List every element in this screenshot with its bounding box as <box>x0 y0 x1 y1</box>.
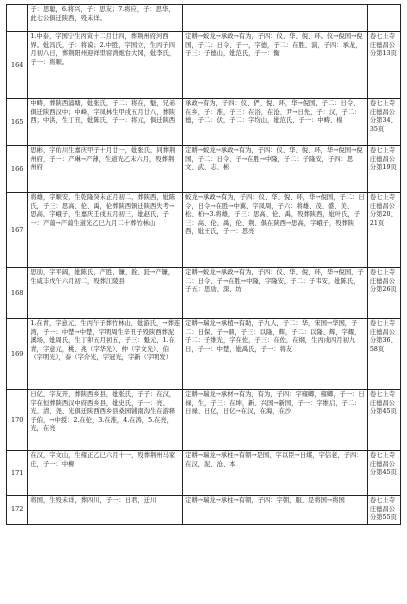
source-reference: 卷七上寺庄德昌公分第55页 <box>367 496 400 525</box>
table-row <box>7 451 401 496</box>
lineage-record: 定耕→蛟龙→承政→有为，子四：仪、华、倪、环，华→倪国→倪国，子二：日令、子→在胜→中隆，子二：子隆安，子四：思文、武、志、彬 <box>183 146 368 193</box>
source-reference <box>367 5 400 32</box>
row-number: 167 <box>7 193 28 268</box>
table-row <box>7 496 401 525</box>
row-number <box>7 5 28 32</box>
source-reference: 卷七上寺庄德昌公分第26页 <box>367 268 400 319</box>
table-row <box>7 146 401 193</box>
migration-description: 1.在青，字意元，生丙午子葬竹林山，妣游氏，→葬连湾，子一：中楚→中楚，字明周生辛丑子殁陕西葬泥溪场，妣周氏，生丁卯五月初五，子三：魁元，1.在青，字意元，桃、兆（字华光）、仲（字文光）、伯（字明光），泰（字介光，字冠光，字新（字明发） <box>28 319 183 390</box>
lineage-record: 定耕→蛟龙→承政→有为，子四：仪、华、倪、环，华→倪国，子二：日令、子→在胜→中隆，字隆安，子二：子韦安，妣陈氏，子五：思劢、深、坊 <box>183 268 368 319</box>
lineage-record: 定耕→瑞龙→承材→有为，有为，子四：字雍卿，雍卿，子一：日禄，生，子三：在坤，新、兴国→新国，子一：字维启，子二：日禄、日亿，日亿→在汉，在海，在沙 <box>183 390 368 451</box>
row-number: 166 <box>7 146 28 193</box>
row-number: 171 <box>7 451 28 496</box>
table-row <box>7 390 401 451</box>
migration-description: 1.中泰，字国宁生丙寅十二月廿四，葬荆州府河西界。妣冯氏，子：将谟；2.中胜，字国立，生丙子四月初八日，葬荆阳州迎祥里窑湾炮台大冈，妣李氏，子一：将顺。 <box>28 32 183 99</box>
lineage-record: 定耕→瑞龙→承柱→有朝，子四：字朝，服、是将国→将国 <box>183 496 368 525</box>
table-row <box>7 32 401 99</box>
table-row <box>7 5 401 32</box>
row-number: 165 <box>7 99 28 146</box>
lineage-record: 定耕→瑞龙→承柱→有朝→是国，字以臣→日煤，字信老，子四：在汉，泥、沧、本 <box>183 451 368 496</box>
source-reference: 卷七上寺庄德昌公分第45页 <box>367 390 400 451</box>
migration-description: 思彬，字佑川生嘉庆甲子十月廿一，妣张氏，同葬荆州府，子一：产琳→产薄，生道光乙未六月，殁葬荆州府 <box>28 146 183 193</box>
row-number: 169 <box>7 319 28 390</box>
migration-description: 中畴，葬陕西浦塘，妣张氏，子二：将在，魁，兄弟俱迁陕西汉中；中峰，字凤林生甲戌五月廿八，葬陕西；中洪，生丁丑，妣陈氏，子一：将元，俱迁陕西 <box>28 99 183 146</box>
migration-description: 子：思聪，6.将兴，子：思友；7.将应，子：思华，此七公俱迁陕西，殁未详。 <box>28 5 183 32</box>
table-row <box>7 268 401 319</box>
table-row <box>7 319 401 390</box>
source-reference: 卷七上寺庄德昌公分第13页 <box>367 32 400 99</box>
genealogy-table <box>6 4 401 525</box>
source-reference: 卷七上寺庄德昌公分第34、35页 <box>367 99 400 146</box>
lineage-record: 定耕→瑞龙→承植→有助，子九人，子二：华，宋国→华国，子二：日保、子→鼎，子三：以隆、辉，子二：以隆、辉，字耀，子二：子维光，字在佐，子三：在佐，在纲，生丙戌四月初九日，子一：中楚，妣禹氏，子一：将友 <box>183 319 368 390</box>
row-number: 164 <box>7 32 28 99</box>
source-reference: 卷七上寺庄德昌公分第36、58页 <box>367 319 400 390</box>
table-row <box>7 193 401 268</box>
migration-description: 将雄，字顺安，生乾隆癸未正月初二，葬陕西，妣陈氏，子三：思高、伦、禹，伦葬陕西镇迁陕西失考→思高，字峨子，生嘉庆壬戌五月初三，妣赵氏，子一：产蔼→产蔼生道光乙巳九月二十葬竹林山 <box>28 193 183 268</box>
lineage-record: 承政→有为，子四：仪、俨、倪、环，华→倪国，子二：日令、在乡，子：淮，子三：在浴，在沧、尹→日先，子：汉，子二：德，子二：伏，子二：字均山，妣范氏，子一：中畴、棉 <box>183 99 368 146</box>
row-number: 172 <box>7 496 28 525</box>
lineage-record <box>183 5 368 32</box>
source-reference: 卷七上寺庄德昌公分第19页 <box>367 146 400 193</box>
source-reference: 卷七上寺庄德昌公分第20、21页 <box>367 193 400 268</box>
migration-description: 思劢，字平阔，妣陈氏，产胜、镰、銓、鈓→产镰，生咸丰戊午六月初二，殁葬江陵县 <box>28 268 183 319</box>
table-row <box>7 99 401 146</box>
migration-description: 将国，生殁未详，葬四川，子一：日君，迁川 <box>28 496 183 525</box>
lineage-record: 蛟龙→承政→有为，子四：仪、华、倪、环，华→倪国，子二：日令，日令→在胜→中翼，字凤周，子六：将雄、茂、盛、美、松、柏→3.将雄，子三：思高、伦、禹，殁葬陕西，妣叶氏，子三：高、伦、禹，伦、荆、俱在陕西→思高，字峨子，殁葬陕西，妣王氏，子一：思亮 <box>183 193 368 268</box>
migration-description: 日亿，字友开，葬陕西乡县，妣张氏，子子：在汉，字在恒葬陕西汉中府西乡县，妣史氏，子一：亮、光、清、尧、光俱迁陕西西乡县桑园铺南沟生在游释子伯，→中授：2.在伦，3.在淮，4.在涛，5.在亮，光，在亮 <box>28 390 183 451</box>
row-number: 170 <box>7 390 28 451</box>
migration-description: 在汉，字文山，生雍正乙巳六月十一，殁葬荆州马家庄，子一：中柳 <box>28 451 183 496</box>
lineage-record: 定耕→蛟龙→承政→有为，子四：仪、华、倪、环。仪→倪国→倪国，子二：日令、子一，字德，子二：在胜、演，子四：承龙，子三：子德山，妣范氏，子一：衡 <box>183 32 368 99</box>
source-reference: 卷七上寺庄德昌公分第45页 <box>367 451 400 496</box>
row-number: 168 <box>7 268 28 319</box>
